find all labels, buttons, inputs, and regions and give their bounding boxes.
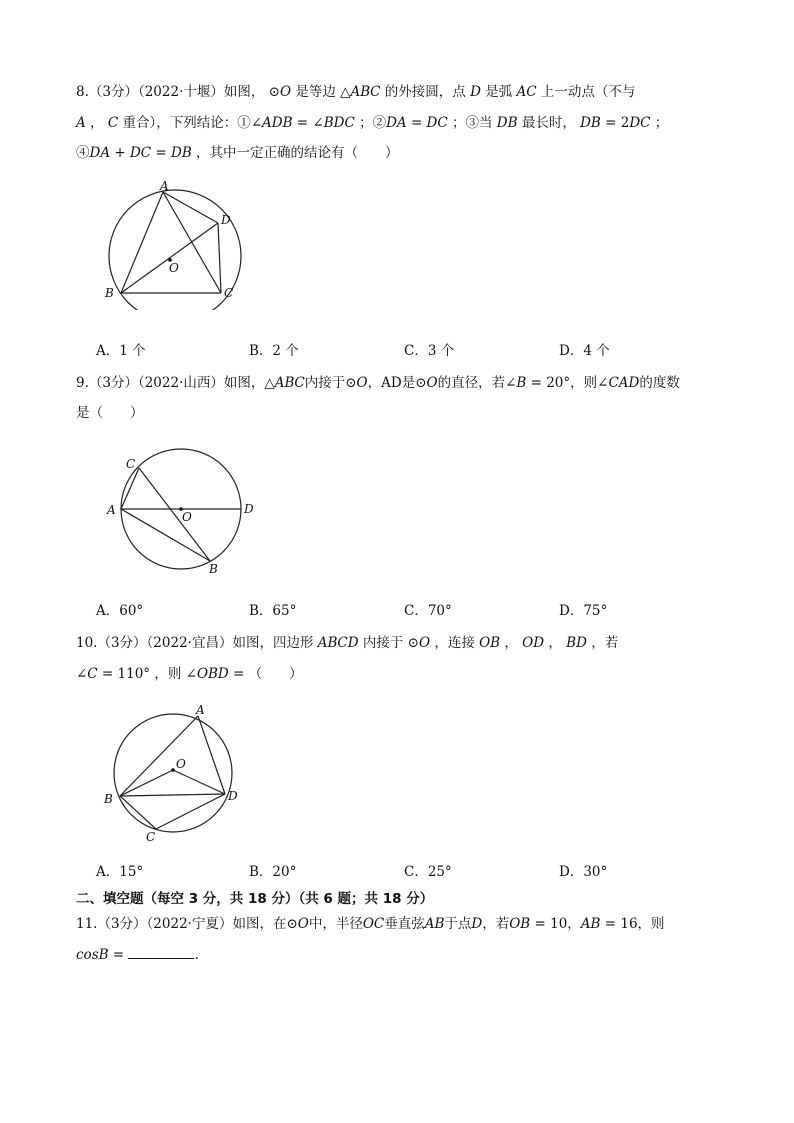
q8-option-b[interactable]: B．2 个 — [249, 343, 299, 359]
section2-title: 二、填空题（每空 3 分，共 18 分）（共 6 题；共 18 分） — [76, 891, 434, 907]
q10-seg-ba — [120, 716, 198, 796]
q10-label-a: A — [196, 703, 205, 717]
q9-label-o: O — [182, 510, 192, 524]
q10-center-dot — [171, 768, 175, 772]
q11-answer-blank[interactable] — [128, 945, 194, 959]
q10-label-d: D — [228, 789, 238, 803]
q10-seg-cd — [156, 794, 225, 829]
q8-seg-dc — [218, 223, 221, 293]
q9-option-c[interactable]: C．70° — [404, 603, 452, 619]
q8-label-d: D — [221, 213, 231, 227]
q9-line1: 9.（3分）（2022·山西）如图，△𝐴𝐵𝐶内接于⊙𝑂，AD是⊙𝑂的直径，若∠𝐵 = 20°，则∠𝐶𝐴𝐷的度数 — [76, 375, 680, 391]
q10-label-c: C — [146, 830, 156, 844]
q10-seg-bc — [120, 796, 156, 829]
q10-option-d[interactable]: D．30° — [559, 864, 608, 880]
q11-line2-prefix: 𝑐𝑜𝑠𝐵 = — [76, 947, 129, 963]
q8-option-a[interactable]: A．1 个 — [96, 343, 146, 359]
q8-figure — [100, 180, 260, 310]
q9-label-d: D — [244, 502, 254, 516]
q8-label-o: O — [169, 261, 179, 275]
q10-seg-ob — [120, 770, 173, 796]
q10-option-a[interactable]: A．15° — [96, 864, 144, 880]
q9-label-c: C — [126, 457, 136, 471]
q8-label-a: A — [160, 180, 169, 193]
q9-option-b[interactable]: B．65° — [249, 603, 297, 619]
q10-circle — [114, 714, 232, 832]
q10-figure — [100, 700, 260, 850]
q10-label-b: B — [104, 792, 113, 806]
q8-label-b: B — [105, 286, 114, 300]
q9-label-a: A — [107, 503, 116, 517]
q8-label-c: C — [224, 286, 234, 300]
q9-figure — [100, 445, 270, 580]
q8-line1: 8.（3分）（2022·十堰）如图， ⊙𝑂 是等边 △𝐴𝐵𝐶 的外接圆，点 𝐷 是弧 𝐴𝐶 上一动点（不与 — [76, 84, 636, 100]
q10-line2: ∠𝐶 = 110° ，则 ∠𝑂𝐵𝐷 = （ ） — [76, 666, 303, 682]
q8-option-d[interactable]: D．4 个 — [559, 343, 610, 359]
q9-seg-ac — [121, 468, 139, 509]
q11-line2 — [76, 945, 199, 965]
q9-line2: 是（ ） — [76, 405, 144, 421]
q9-seg-ab — [121, 509, 210, 561]
q10-seg-od — [173, 770, 225, 794]
q10-label-o: O — [176, 757, 186, 771]
q11-line1: 11.（3分）（2022·宁夏）如图，在⊙𝑂中，半径𝑂𝐶垂直弦𝐴𝐵于点𝐷，若𝑂𝐵 = 10，𝐴𝐵 = 16，则 — [76, 916, 665, 932]
q10-option-c[interactable]: C．25° — [404, 864, 452, 880]
q10-line1: 10.（3分）（2022·宜昌）如图，四边形 𝐴𝐵𝐶𝐷 内接于 ⊙𝑂 ，连接 𝑂𝐵 ， 𝑂𝐷 ， 𝐵𝐷 ，若 — [76, 635, 619, 651]
q9-seg-cb — [139, 468, 210, 561]
q8-option-c[interactable]: C．3 个 — [404, 343, 455, 359]
q8-line2: 𝐴 ， 𝐶 重合），下列结论：①∠𝐴𝐷𝐵 = ∠𝐵𝐷𝐶 ；②𝐷𝐴 = 𝐷𝐶 ；③当 𝐷𝐵 最长时， 𝐷𝐵 = 2𝐷𝐶 ； — [76, 115, 669, 131]
q10-option-b[interactable]: B．20° — [249, 864, 297, 880]
q9-option-d[interactable]: D．75° — [559, 603, 608, 619]
q9-option-a[interactable]: A．60° — [96, 603, 144, 619]
q9-label-b: B — [209, 562, 218, 576]
q10-seg-bd — [120, 794, 225, 796]
q11-line2-suffix: . — [194, 947, 199, 963]
q8-line3: ④𝐷𝐴 + 𝐷𝐶 = 𝐷𝐵 ，其中一定正确的结论有（ ） — [76, 145, 399, 161]
